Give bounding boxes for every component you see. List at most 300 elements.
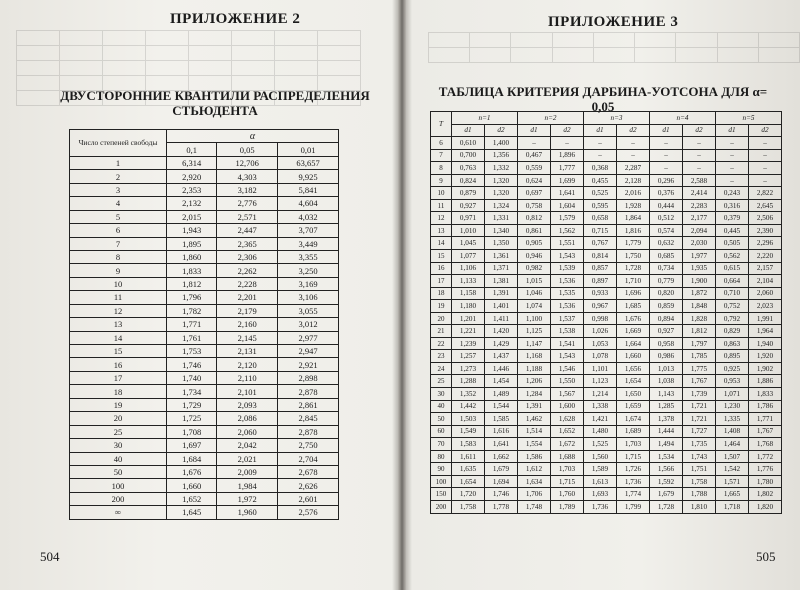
dw-value-cell: 2,220 <box>749 250 782 263</box>
table-row <box>431 463 782 476</box>
quantile-cell: 2,353 <box>167 183 217 196</box>
dw-value-cell: 1,239 <box>452 337 485 350</box>
quantile-cell: 1,660 <box>167 479 217 492</box>
t-cell: 22 <box>431 337 452 350</box>
quantile-cell: 4,604 <box>278 197 339 210</box>
df-cell: 4 <box>70 197 167 210</box>
table-row <box>431 275 782 288</box>
dw-value-cell: 1,507 <box>716 450 749 463</box>
dw-value-cell: 2,128 <box>617 174 650 187</box>
dw-value-cell: 1,802 <box>749 488 782 501</box>
dw-value-cell: 1,706 <box>518 488 551 501</box>
table-row <box>431 400 782 413</box>
dw-value-cell: 1,566 <box>650 463 683 476</box>
dw-value-cell: 1,589 <box>584 463 617 476</box>
group-header-4: n=5 <box>716 112 782 125</box>
dw-value-cell: 1,715 <box>551 475 584 488</box>
dw-value-cell: 1,571 <box>716 475 749 488</box>
dw-value-cell: 1,180 <box>452 300 485 313</box>
dw-value-cell: 1,940 <box>749 337 782 350</box>
t-cell: 15 <box>431 250 452 263</box>
dw-value-cell: 1,536 <box>551 275 584 288</box>
t-cell: 150 <box>431 488 452 501</box>
quantile-cell: 2,101 <box>217 385 278 398</box>
dw-value-cell: 1,612 <box>518 463 551 476</box>
dw-value-cell: 1,785 <box>683 350 716 363</box>
dw-value-cell: 1,391 <box>485 287 518 300</box>
table-row <box>431 475 782 488</box>
group-header-1: n=2 <box>518 112 584 125</box>
dw-value-cell: 1,679 <box>650 488 683 501</box>
t-cell: 90 <box>431 463 452 476</box>
dw-value-cell: 0,905 <box>518 237 551 250</box>
dw-value-cell: 1,567 <box>551 388 584 401</box>
dw-value-cell: 1,535 <box>551 287 584 300</box>
dw-value-cell: – <box>716 149 749 162</box>
dw-value-cell: 1,820 <box>749 500 782 513</box>
dw-value-cell: – <box>683 149 716 162</box>
dw-value-cell: 1,641 <box>485 438 518 451</box>
dw-value-cell: 1,786 <box>749 400 782 413</box>
alpha-value-2: 0,01 <box>278 143 339 156</box>
dw-value-cell: 1,454 <box>485 375 518 388</box>
quantile-cell: 1,652 <box>167 492 217 505</box>
dw-value-cell: 0,467 <box>518 149 551 162</box>
quantile-cell: 1,860 <box>167 250 217 263</box>
dw-value-cell: 1,743 <box>683 450 716 463</box>
dw-value-cell: 1,715 <box>617 450 650 463</box>
dw-value-cell: 1,703 <box>617 438 650 451</box>
quantile-cell: 2,861 <box>278 398 339 411</box>
df-cell: ∞ <box>70 506 167 519</box>
dw-value-cell: 1,928 <box>617 199 650 212</box>
dw-value-cell: 1,077 <box>452 250 485 263</box>
table-row <box>431 250 782 263</box>
dw-value-cell: 1,560 <box>584 450 617 463</box>
dw-value-cell: 0,525 <box>584 187 617 200</box>
dw-value-cell: – <box>551 137 584 150</box>
t-cell: 24 <box>431 362 452 375</box>
dw-value-cell: 2,023 <box>749 300 782 313</box>
quantile-cell: 2,898 <box>278 371 339 384</box>
dw-value-cell: – <box>683 137 716 150</box>
dw-value-cell: 1,616 <box>485 425 518 438</box>
dw-value-cell: 0,610 <box>452 137 485 150</box>
quantile-cell: 2,009 <box>217 465 278 478</box>
dw-value-cell: 2,030 <box>683 237 716 250</box>
dw-value-cell: 1,371 <box>485 262 518 275</box>
dw-value-cell: – <box>518 137 551 150</box>
dw-value-cell: 1,288 <box>452 375 485 388</box>
t-cell: 60 <box>431 425 452 438</box>
table-row <box>70 506 339 519</box>
dw-value-cell: 0,763 <box>452 162 485 175</box>
dw-value-cell: 1,935 <box>683 262 716 275</box>
quantile-cell: 2,571 <box>217 210 278 223</box>
table-row <box>431 500 782 513</box>
quantile-cell: 1,761 <box>167 331 217 344</box>
dw-value-cell: 1,464 <box>716 438 749 451</box>
dw-value-cell: 1,739 <box>683 388 716 401</box>
dw-value-cell: 1,628 <box>551 413 584 426</box>
dw-value-cell: 1,101 <box>584 362 617 375</box>
quantile-cell: 2,060 <box>217 425 278 438</box>
dw-value-cell: 1,133 <box>452 275 485 288</box>
dw-value-cell: 0,879 <box>452 187 485 200</box>
table-row <box>70 304 339 317</box>
df-cell: 20 <box>70 412 167 425</box>
dw-value-cell: 1,551 <box>551 237 584 250</box>
dw-value-cell: 0,379 <box>716 212 749 225</box>
dw-value-cell: 1,886 <box>749 375 782 388</box>
dw-value-cell: 1,335 <box>716 413 749 426</box>
dw-value-cell: 1,078 <box>584 350 617 363</box>
dw-value-cell: 1,543 <box>551 250 584 263</box>
table-row <box>431 237 782 250</box>
dw-value-cell: 1,693 <box>584 488 617 501</box>
dw-value-cell: 1,585 <box>485 413 518 426</box>
dw-value-cell: 1,579 <box>551 212 584 225</box>
dw-value-cell: 1,669 <box>617 325 650 338</box>
dw-value-cell: 1,257 <box>452 350 485 363</box>
df-cell: 50 <box>70 465 167 478</box>
quantile-cell: 2,132 <box>167 197 217 210</box>
page-number-right: 505 <box>756 549 776 564</box>
dw-value-cell: 0,562 <box>716 250 749 263</box>
dw-value-cell: 1,736 <box>584 500 617 513</box>
dw-value-cell: 1,391 <box>518 400 551 413</box>
dw-value-cell: 1,401 <box>485 300 518 313</box>
t-cell: 11 <box>431 199 452 212</box>
dw-value-cell: 1,900 <box>683 275 716 288</box>
quantile-cell: 2,921 <box>278 358 339 371</box>
dw-value-cell: 2,414 <box>683 187 716 200</box>
quantile-cell: 3,707 <box>278 224 339 237</box>
dw-value-cell: 2,104 <box>749 275 782 288</box>
t-cell: 7 <box>431 149 452 162</box>
t-header: T <box>431 112 452 137</box>
dw-value-cell: 1,896 <box>551 149 584 162</box>
t-cell: 21 <box>431 325 452 338</box>
dw-value-cell: 2,157 <box>749 262 782 275</box>
dw-value-cell: 0,574 <box>650 224 683 237</box>
dw-value-cell: 1,324 <box>485 199 518 212</box>
dw-value-cell: 1,168 <box>518 350 551 363</box>
dw-value-cell: – <box>716 162 749 175</box>
dw-value-cell: 1,679 <box>485 463 518 476</box>
dw-value-cell: 1,964 <box>749 325 782 338</box>
quantile-cell: 3,012 <box>278 318 339 331</box>
dw-value-cell: 1,721 <box>683 400 716 413</box>
quantile-cell: 2,086 <box>217 412 278 425</box>
dw-value-cell: 1,727 <box>683 425 716 438</box>
dw-value-cell: 1,810 <box>683 500 716 513</box>
dw-value-cell: 1,848 <box>683 300 716 313</box>
dw-value-cell: 1,736 <box>617 475 650 488</box>
t-cell: 40 <box>431 400 452 413</box>
dw-value-cell: 1,721 <box>683 413 716 426</box>
quantile-cell: 2,678 <box>278 465 339 478</box>
dw-value-cell: 1,779 <box>617 237 650 250</box>
dw-value-cell: 1,656 <box>617 362 650 375</box>
dw-value-cell: 1,437 <box>485 350 518 363</box>
df-cell: 18 <box>70 385 167 398</box>
dw-value-cell: 1,332 <box>485 162 518 175</box>
dw-value-cell: 2,390 <box>749 224 782 237</box>
quantile-cell: 2,977 <box>278 331 339 344</box>
t-cell: 8 <box>431 162 452 175</box>
dw-value-cell: 1,536 <box>551 300 584 313</box>
dw-value-cell: 1,538 <box>551 325 584 338</box>
dw-value-cell: 1,015 <box>518 275 551 288</box>
quantile-cell: 1,746 <box>167 358 217 371</box>
dw-value-cell: – <box>749 162 782 175</box>
t-cell: 18 <box>431 287 452 300</box>
dw-value-cell: 1,828 <box>683 312 716 325</box>
dw-value-cell: 0,767 <box>584 237 617 250</box>
dw-value-cell: 1,696 <box>617 287 650 300</box>
t-cell: 19 <box>431 300 452 313</box>
table-row <box>431 388 782 401</box>
dw-value-cell: 0,734 <box>650 262 683 275</box>
dw-value-cell: 1,420 <box>485 325 518 338</box>
dw-value-cell: 1,758 <box>683 475 716 488</box>
table-row <box>70 465 339 478</box>
dw-value-cell: 1,710 <box>617 275 650 288</box>
dw-value-cell: 0,752 <box>716 300 749 313</box>
dw-value-cell: 1,659 <box>617 400 650 413</box>
dw-value-cell: 1,583 <box>452 438 485 451</box>
dw-value-cell: 1,768 <box>749 438 782 451</box>
dw-value-cell: 1,720 <box>452 488 485 501</box>
dw-value-cell: 0,971 <box>452 212 485 225</box>
dw-value-cell: 0,792 <box>716 312 749 325</box>
df-cell: 200 <box>70 492 167 505</box>
dw-value-cell: 0,595 <box>584 199 617 212</box>
t-cell: 25 <box>431 375 452 388</box>
dw-value-cell: 0,505 <box>716 237 749 250</box>
dw-value-cell: 1,774 <box>617 488 650 501</box>
dw-value-cell: 1,864 <box>617 212 650 225</box>
quantile-cell: 2,447 <box>217 224 278 237</box>
quantile-cell: 1,725 <box>167 412 217 425</box>
dw-value-cell: 0,685 <box>650 250 683 263</box>
dw-value-cell: 1,123 <box>584 375 617 388</box>
dw-value-cell: 0,857 <box>584 262 617 275</box>
dw-value-cell: 1,780 <box>749 475 782 488</box>
df-cell: 11 <box>70 291 167 304</box>
quantile-cell: 2,576 <box>278 506 339 519</box>
dw-value-cell: 1,726 <box>617 463 650 476</box>
dw-value-cell: 1,408 <box>716 425 749 438</box>
dw-value-cell: 0,624 <box>518 174 551 187</box>
dw-value-cell: 1,771 <box>749 413 782 426</box>
dw-value-cell: 1,514 <box>518 425 551 438</box>
quantile-cell: 3,106 <box>278 291 339 304</box>
t-cell: 23 <box>431 350 452 363</box>
dw-value-cell: – <box>749 149 782 162</box>
dw-value-cell: 0,455 <box>584 174 617 187</box>
dw-value-cell: 0,925 <box>716 362 749 375</box>
dw-value-cell: 0,445 <box>716 224 749 237</box>
show-through-grid-right <box>428 32 800 63</box>
quantile-cell: 2,201 <box>217 291 278 304</box>
t-cell: 200 <box>431 500 452 513</box>
quantile-cell: 5,841 <box>278 183 339 196</box>
dw-value-cell: – <box>617 149 650 162</box>
dw-value-cell: 1,400 <box>485 137 518 150</box>
quantile-cell: 3,182 <box>217 183 278 196</box>
dw-value-cell: 1,206 <box>518 375 551 388</box>
quantile-cell: 1,645 <box>167 506 217 519</box>
quantile-cell: 1,753 <box>167 345 217 358</box>
sub-header-0: d1 <box>452 124 485 137</box>
dw-value-cell: 1,748 <box>518 500 551 513</box>
df-cell: 3 <box>70 183 167 196</box>
dw-value-cell: 0,820 <box>650 287 683 300</box>
t-cell: 70 <box>431 438 452 451</box>
quantile-cell: 2,704 <box>278 452 339 465</box>
table-row <box>431 174 782 187</box>
quantile-cell: 3,169 <box>278 277 339 290</box>
quantile-cell: 2,306 <box>217 250 278 263</box>
dw-value-cell: 1,641 <box>551 187 584 200</box>
dw-value-cell: 0,859 <box>650 300 683 313</box>
df-cell: 5 <box>70 210 167 223</box>
dw-value-cell: 1,381 <box>485 275 518 288</box>
alpha-header: α <box>167 130 339 143</box>
dw-value-cell: 1,592 <box>650 475 683 488</box>
sub-header-9: d2 <box>749 124 782 137</box>
dw-value-cell: 0,953 <box>716 375 749 388</box>
dw-value-cell: 1,550 <box>551 375 584 388</box>
dw-value-cell: 1,685 <box>617 300 650 313</box>
table-row <box>431 199 782 212</box>
dw-value-cell: 1,320 <box>485 174 518 187</box>
dw-value-cell: 1,688 <box>551 450 584 463</box>
quantile-cell: 1,833 <box>167 264 217 277</box>
df-cell: 12 <box>70 304 167 317</box>
dw-value-cell: 1,074 <box>518 300 551 313</box>
dw-value-cell: 1,775 <box>683 362 716 375</box>
dw-value-cell: – <box>584 149 617 162</box>
quantile-cell: 2,365 <box>217 237 278 250</box>
df-cell: 16 <box>70 358 167 371</box>
dw-value-cell: 1,777 <box>551 162 584 175</box>
dw-value-cell: 0,376 <box>650 187 683 200</box>
student-table-title <box>60 88 370 118</box>
dw-value-cell: 0,894 <box>650 312 683 325</box>
dw-value-cell: 1,613 <box>584 475 617 488</box>
dw-value-cell: 0,982 <box>518 262 551 275</box>
table-row <box>70 210 339 223</box>
df-cell: 2 <box>70 170 167 183</box>
dw-value-cell: – <box>650 162 683 175</box>
dw-value-cell: 1,797 <box>683 337 716 350</box>
quantile-cell: 3,055 <box>278 304 339 317</box>
dw-value-cell: 0,897 <box>584 275 617 288</box>
dw-value-cell: 1,158 <box>452 287 485 300</box>
df-cell: 40 <box>70 452 167 465</box>
dw-value-cell: 1,143 <box>650 388 683 401</box>
table-row <box>70 371 339 384</box>
dw-value-cell: 0,946 <box>518 250 551 263</box>
dw-value-cell: 1,562 <box>551 224 584 237</box>
t-cell: 16 <box>431 262 452 275</box>
table-row <box>431 162 782 175</box>
dw-value-cell: 1,735 <box>683 438 716 451</box>
table-row <box>70 291 339 304</box>
dw-value-cell: 1,812 <box>683 325 716 338</box>
dw-value-cell: 2,016 <box>617 187 650 200</box>
dw-value-cell: 1,799 <box>617 500 650 513</box>
dw-value-cell: 1,010 <box>452 224 485 237</box>
dw-value-cell: 1,320 <box>485 187 518 200</box>
dw-value-cell: 1,480 <box>584 425 617 438</box>
table-row <box>431 224 782 237</box>
dw-value-cell: 1,378 <box>650 413 683 426</box>
dw-value-cell: 1,634 <box>518 475 551 488</box>
dw-value-cell: 1,503 <box>452 413 485 426</box>
df-header: Число степеней свободы <box>70 130 167 157</box>
quantile-cell: 1,895 <box>167 237 217 250</box>
dw-value-cell: 1,284 <box>518 388 551 401</box>
appendix-heading-left: ПРИЛОЖЕНИЕ 2 <box>170 11 301 27</box>
dw-value-cell: 1,045 <box>452 237 485 250</box>
dw-value-cell: 1,767 <box>683 375 716 388</box>
dw-value-cell: 1,444 <box>650 425 683 438</box>
df-cell: 14 <box>70 331 167 344</box>
table-row <box>70 425 339 438</box>
quantile-cell: 63,657 <box>278 156 339 169</box>
dw-value-cell: 0,697 <box>518 187 551 200</box>
quantile-cell: 2,262 <box>217 264 278 277</box>
dw-value-cell: 1,718 <box>716 500 749 513</box>
table-row <box>70 398 339 411</box>
t-cell: 17 <box>431 275 452 288</box>
dw-value-cell: 1,699 <box>551 174 584 187</box>
quantile-cell: 1,734 <box>167 385 217 398</box>
dw-value-cell: 1,650 <box>617 388 650 401</box>
dw-value-cell: 0,927 <box>650 325 683 338</box>
quantile-cell: 2,042 <box>217 439 278 452</box>
dw-value-cell: 1,273 <box>452 362 485 375</box>
quantile-cell: 1,782 <box>167 304 217 317</box>
t-cell: 20 <box>431 312 452 325</box>
dw-value-cell: 0,812 <box>518 212 551 225</box>
group-header-2: n=3 <box>584 112 650 125</box>
dw-value-cell: 1,635 <box>452 463 485 476</box>
table-row <box>70 170 339 183</box>
dw-value-cell: 0,700 <box>452 149 485 162</box>
dw-value-cell: 0,664 <box>716 275 749 288</box>
dw-value-cell: 1,728 <box>617 262 650 275</box>
dw-value-cell: 2,287 <box>617 162 650 175</box>
quantile-cell: 1,740 <box>167 371 217 384</box>
quantile-cell: 2,845 <box>278 412 339 425</box>
dw-value-cell: 1,728 <box>650 500 683 513</box>
dw-value-cell: 1,746 <box>485 488 518 501</box>
dw-value-cell: 0,710 <box>716 287 749 300</box>
dw-value-cell: 1,285 <box>650 400 683 413</box>
quantile-cell: 1,684 <box>167 452 217 465</box>
dw-value-cell: 1,751 <box>683 463 716 476</box>
group-header-3: n=4 <box>650 112 716 125</box>
table-row <box>70 277 339 290</box>
dw-value-cell: 1,672 <box>551 438 584 451</box>
dw-value-cell: 1,026 <box>584 325 617 338</box>
dw-value-cell: 1,676 <box>617 312 650 325</box>
